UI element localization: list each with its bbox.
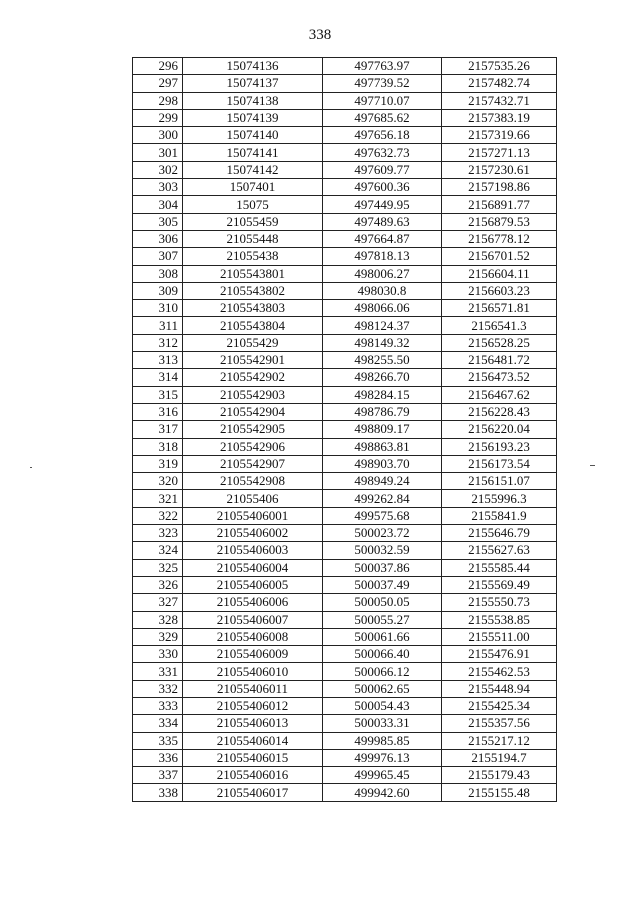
y-coordinate-cell: 2157383.19 (442, 109, 557, 126)
scan-speck-left (30, 467, 32, 468)
x-coordinate-cell: 497710.07 (323, 92, 442, 109)
row-index-cell: 300 (133, 127, 183, 144)
row-index-cell: 337 (133, 767, 183, 784)
y-coordinate-cell: 2156604.11 (442, 265, 557, 282)
point-id-cell: 21055406010 (183, 663, 323, 680)
point-id-cell: 21055406012 (183, 697, 323, 714)
x-coordinate-cell: 498284.15 (323, 386, 442, 403)
row-index-cell: 328 (133, 611, 183, 628)
point-id-cell: 21055406016 (183, 767, 323, 784)
row-index-cell: 338 (133, 784, 183, 801)
row-index-cell: 303 (133, 179, 183, 196)
point-id-cell: 15074139 (183, 109, 323, 126)
point-id-cell: 2105543804 (183, 317, 323, 334)
scan-speck-right (590, 465, 595, 466)
row-index-cell: 302 (133, 161, 183, 178)
table-row (133, 265, 557, 282)
table-row (133, 386, 557, 403)
table-row (133, 317, 557, 334)
x-coordinate-cell: 500023.72 (323, 525, 442, 542)
point-id-cell: 21055406003 (183, 542, 323, 559)
table-row (133, 490, 557, 507)
y-coordinate-cell: 2155569.49 (442, 576, 557, 593)
coordinates-table-body (133, 58, 557, 802)
table-row (133, 300, 557, 317)
row-index-cell: 299 (133, 109, 183, 126)
row-index-cell: 314 (133, 369, 183, 386)
x-coordinate-cell: 499976.13 (323, 749, 442, 766)
row-index-cell: 335 (133, 732, 183, 749)
y-coordinate-cell: 2157482.74 (442, 75, 557, 92)
page-number: 338 (308, 27, 332, 43)
row-index-cell: 317 (133, 421, 183, 438)
x-coordinate-cell: 499262.84 (323, 490, 442, 507)
row-index-cell: 318 (133, 438, 183, 455)
point-id-cell: 21055448 (183, 230, 323, 247)
row-index-cell: 331 (133, 663, 183, 680)
y-coordinate-cell: 2157432.71 (442, 92, 557, 109)
x-coordinate-cell: 500050.05 (323, 594, 442, 611)
y-coordinate-cell: 2157198.86 (442, 179, 557, 196)
row-index-cell: 308 (133, 265, 183, 282)
table-row (133, 455, 557, 472)
point-id-cell: 21055406013 (183, 715, 323, 732)
table-row (133, 58, 557, 75)
table-row (133, 767, 557, 784)
table-row (133, 282, 557, 299)
x-coordinate-cell: 497489.63 (323, 213, 442, 230)
y-coordinate-cell: 2155476.91 (442, 646, 557, 663)
table-row (133, 576, 557, 593)
x-coordinate-cell: 498006.27 (323, 265, 442, 282)
y-coordinate-cell: 2155585.44 (442, 559, 557, 576)
row-index-cell: 311 (133, 317, 183, 334)
y-coordinate-cell: 2156778.12 (442, 230, 557, 247)
x-coordinate-cell: 500055.27 (323, 611, 442, 628)
row-index-cell: 322 (133, 507, 183, 524)
y-coordinate-cell: 2156571.81 (442, 300, 557, 317)
x-coordinate-cell: 500033.31 (323, 715, 442, 732)
table-row (133, 680, 557, 697)
point-id-cell: 2105542907 (183, 455, 323, 472)
x-coordinate-cell: 497656.18 (323, 127, 442, 144)
row-index-cell: 324 (133, 542, 183, 559)
table-row (133, 438, 557, 455)
y-coordinate-cell: 2156541.3 (442, 317, 557, 334)
x-coordinate-cell: 497664.87 (323, 230, 442, 247)
point-id-cell: 15074137 (183, 75, 323, 92)
row-index-cell: 323 (133, 525, 183, 542)
table-row (133, 525, 557, 542)
table-row (133, 213, 557, 230)
y-coordinate-cell: 2156528.25 (442, 334, 557, 351)
table-row (133, 230, 557, 247)
row-index-cell: 330 (133, 646, 183, 663)
y-coordinate-cell: 2156481.72 (442, 352, 557, 369)
y-coordinate-cell: 2155357.56 (442, 715, 557, 732)
coordinates-table (132, 57, 557, 802)
table-row (133, 109, 557, 126)
row-index-cell: 334 (133, 715, 183, 732)
row-index-cell: 312 (133, 334, 183, 351)
y-coordinate-cell: 2156701.52 (442, 248, 557, 265)
table-row (133, 749, 557, 766)
y-coordinate-cell: 2156173.54 (442, 455, 557, 472)
point-id-cell: 21055406005 (183, 576, 323, 593)
point-id-cell: 21055406001 (183, 507, 323, 524)
x-coordinate-cell: 498030.8 (323, 282, 442, 299)
x-coordinate-cell: 497449.95 (323, 196, 442, 213)
y-coordinate-cell: 2155538.85 (442, 611, 557, 628)
x-coordinate-cell: 500032.59 (323, 542, 442, 559)
point-id-cell: 15074136 (183, 58, 323, 75)
y-coordinate-cell: 2155627.63 (442, 542, 557, 559)
x-coordinate-cell: 499985.85 (323, 732, 442, 749)
point-id-cell: 2105542908 (183, 473, 323, 490)
point-id-cell: 15074142 (183, 161, 323, 178)
table-row (133, 542, 557, 559)
x-coordinate-cell: 498863.81 (323, 438, 442, 455)
x-coordinate-cell: 497685.62 (323, 109, 442, 126)
point-id-cell: 2105542906 (183, 438, 323, 455)
table-row (133, 161, 557, 178)
table-row (133, 369, 557, 386)
y-coordinate-cell: 2157535.26 (442, 58, 557, 75)
x-coordinate-cell: 500054.43 (323, 697, 442, 714)
row-index-cell: 336 (133, 749, 183, 766)
x-coordinate-cell: 497763.97 (323, 58, 442, 75)
row-index-cell: 329 (133, 628, 183, 645)
point-id-cell: 2105543803 (183, 300, 323, 317)
point-id-cell: 21055406 (183, 490, 323, 507)
point-id-cell: 2105542901 (183, 352, 323, 369)
x-coordinate-cell: 500037.49 (323, 576, 442, 593)
y-coordinate-cell: 2156228.43 (442, 403, 557, 420)
row-index-cell: 333 (133, 697, 183, 714)
row-index-cell: 309 (133, 282, 183, 299)
table-row (133, 507, 557, 524)
row-index-cell: 301 (133, 144, 183, 161)
y-coordinate-cell: 2156220.04 (442, 421, 557, 438)
table-row (133, 663, 557, 680)
table-row (133, 421, 557, 438)
y-coordinate-cell: 2156879.53 (442, 213, 557, 230)
y-coordinate-cell: 2155511.00 (442, 628, 557, 645)
point-id-cell: 2105543801 (183, 265, 323, 282)
x-coordinate-cell: 500061.66 (323, 628, 442, 645)
point-id-cell: 2105543802 (183, 282, 323, 299)
row-index-cell: 297 (133, 75, 183, 92)
row-index-cell: 321 (133, 490, 183, 507)
table-row (133, 196, 557, 213)
y-coordinate-cell: 2155155.48 (442, 784, 557, 801)
y-coordinate-cell: 2155462.53 (442, 663, 557, 680)
y-coordinate-cell: 2156603.23 (442, 282, 557, 299)
point-id-cell: 21055406008 (183, 628, 323, 645)
table-row (133, 715, 557, 732)
point-id-cell: 21055438 (183, 248, 323, 265)
x-coordinate-cell: 497600.36 (323, 179, 442, 196)
table-row (133, 473, 557, 490)
row-index-cell: 296 (133, 58, 183, 75)
x-coordinate-cell: 498255.50 (323, 352, 442, 369)
table-row (133, 784, 557, 801)
x-coordinate-cell: 500066.12 (323, 663, 442, 680)
y-coordinate-cell: 2155179.43 (442, 767, 557, 784)
y-coordinate-cell: 2156193.23 (442, 438, 557, 455)
x-coordinate-cell: 499942.60 (323, 784, 442, 801)
point-id-cell: 21055406007 (183, 611, 323, 628)
point-id-cell: 15074141 (183, 144, 323, 161)
table-row (133, 732, 557, 749)
point-id-cell: 21055406009 (183, 646, 323, 663)
x-coordinate-cell: 497739.52 (323, 75, 442, 92)
row-index-cell: 313 (133, 352, 183, 369)
row-index-cell: 319 (133, 455, 183, 472)
row-index-cell: 306 (133, 230, 183, 247)
x-coordinate-cell: 498949.24 (323, 473, 442, 490)
x-coordinate-cell: 497609.77 (323, 161, 442, 178)
y-coordinate-cell: 2156473.52 (442, 369, 557, 386)
point-id-cell: 21055459 (183, 213, 323, 230)
y-coordinate-cell: 2155217.12 (442, 732, 557, 749)
point-id-cell: 1507401 (183, 179, 323, 196)
table-row (133, 352, 557, 369)
row-index-cell: 332 (133, 680, 183, 697)
table-row (133, 611, 557, 628)
x-coordinate-cell: 498149.32 (323, 334, 442, 351)
y-coordinate-cell: 2157230.61 (442, 161, 557, 178)
point-id-cell: 21055406017 (183, 784, 323, 801)
x-coordinate-cell: 498786.79 (323, 403, 442, 420)
y-coordinate-cell: 2155550.73 (442, 594, 557, 611)
row-index-cell: 315 (133, 386, 183, 403)
row-index-cell: 325 (133, 559, 183, 576)
table-row (133, 248, 557, 265)
x-coordinate-cell: 498124.37 (323, 317, 442, 334)
point-id-cell: 15074138 (183, 92, 323, 109)
x-coordinate-cell: 500066.40 (323, 646, 442, 663)
table-row (133, 179, 557, 196)
table-row (133, 646, 557, 663)
row-index-cell: 298 (133, 92, 183, 109)
x-coordinate-cell: 500037.86 (323, 559, 442, 576)
y-coordinate-cell: 2155194.7 (442, 749, 557, 766)
point-id-cell: 2105542904 (183, 403, 323, 420)
y-coordinate-cell: 2156467.62 (442, 386, 557, 403)
x-coordinate-cell: 498266.70 (323, 369, 442, 386)
point-id-cell: 21055406006 (183, 594, 323, 611)
point-id-cell: 15075 (183, 196, 323, 213)
x-coordinate-cell: 500062.65 (323, 680, 442, 697)
x-coordinate-cell: 499965.45 (323, 767, 442, 784)
row-index-cell: 326 (133, 576, 183, 593)
point-id-cell: 15074140 (183, 127, 323, 144)
x-coordinate-cell: 498809.17 (323, 421, 442, 438)
point-id-cell: 2105542902 (183, 369, 323, 386)
point-id-cell: 2105542903 (183, 386, 323, 403)
row-index-cell: 304 (133, 196, 183, 213)
y-coordinate-cell: 2155841.9 (442, 507, 557, 524)
y-coordinate-cell: 2157319.66 (442, 127, 557, 144)
table-row (133, 559, 557, 576)
x-coordinate-cell: 497632.73 (323, 144, 442, 161)
table-row (133, 144, 557, 161)
point-id-cell: 21055406011 (183, 680, 323, 697)
point-id-cell: 21055406002 (183, 525, 323, 542)
y-coordinate-cell: 2156891.77 (442, 196, 557, 213)
point-id-cell: 21055429 (183, 334, 323, 351)
row-index-cell: 320 (133, 473, 183, 490)
y-coordinate-cell: 2155425.34 (442, 697, 557, 714)
x-coordinate-cell: 498903.70 (323, 455, 442, 472)
table-row (133, 403, 557, 420)
x-coordinate-cell: 497818.13 (323, 248, 442, 265)
row-index-cell: 305 (133, 213, 183, 230)
table-row (133, 334, 557, 351)
table-row (133, 127, 557, 144)
table-row (133, 697, 557, 714)
table-row (133, 75, 557, 92)
y-coordinate-cell: 2157271.13 (442, 144, 557, 161)
row-index-cell: 316 (133, 403, 183, 420)
table-row (133, 628, 557, 645)
y-coordinate-cell: 2156151.07 (442, 473, 557, 490)
table-row (133, 92, 557, 109)
x-coordinate-cell: 499575.68 (323, 507, 442, 524)
table-row (133, 594, 557, 611)
x-coordinate-cell: 498066.06 (323, 300, 442, 317)
row-index-cell: 307 (133, 248, 183, 265)
point-id-cell: 21055406015 (183, 749, 323, 766)
point-id-cell: 2105542905 (183, 421, 323, 438)
y-coordinate-cell: 2155996.3 (442, 490, 557, 507)
point-id-cell: 21055406004 (183, 559, 323, 576)
y-coordinate-cell: 2155646.79 (442, 525, 557, 542)
y-coordinate-cell: 2155448.94 (442, 680, 557, 697)
row-index-cell: 327 (133, 594, 183, 611)
row-index-cell: 310 (133, 300, 183, 317)
point-id-cell: 21055406014 (183, 732, 323, 749)
